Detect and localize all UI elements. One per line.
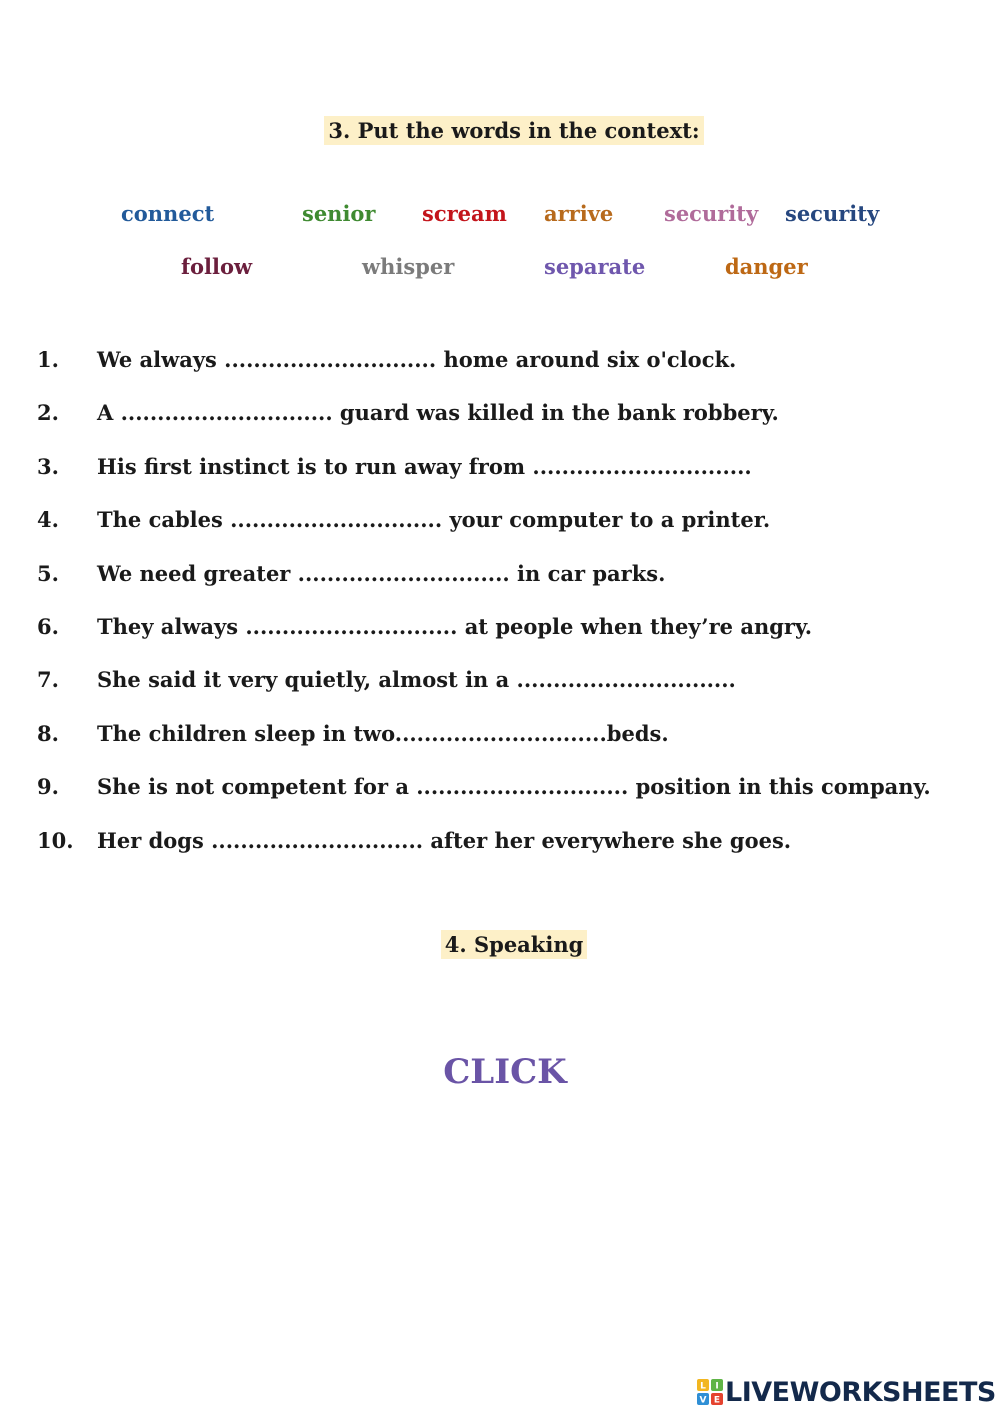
logo-mark-letter: I [715, 1381, 719, 1392]
exercise-item: 4. The cables ............................. your computer to a printer. [37, 507, 771, 532]
word-bank-item: whisper [362, 254, 455, 279]
logo-mark-letter: E [713, 1395, 721, 1405]
word-bank-item: security [664, 201, 759, 226]
exercise-item: 5. We need greater ............................. in car parks. [37, 561, 666, 586]
liveworksheets-logo [697, 1377, 996, 1407]
logo-mark-icon [697, 1379, 723, 1405]
word-bank-item: connect [121, 201, 215, 226]
word-bank-item: danger [725, 254, 808, 279]
logo-text: LIVEWORKSHEETS [725, 1376, 996, 1408]
exercise-item: 10. Her dogs ............................. after her everywhere she goes. [37, 828, 792, 853]
word-bank-item: scream [422, 201, 507, 226]
word-bank-item: separate [544, 254, 646, 279]
logo-mark-letter: L [700, 1381, 706, 1392]
word-bank-item: senior [302, 201, 376, 226]
exercise-item: 2. A ............................. guard was killed in the bank robbery. [37, 400, 779, 425]
exercise-item: 9. She is not competent for a ............................. position in this company. [37, 774, 931, 799]
word-bank-item: arrive [544, 201, 614, 226]
click-link[interactable]: CLICK [443, 1052, 567, 1092]
exercise-item: 3. His first instinct is to run away from .............................. [37, 454, 752, 479]
exercise-item: 8. The children sleep in two.............................beds. [37, 721, 669, 746]
exercise-item: 7. She said it very quietly, almost in a .............................. [37, 667, 736, 692]
logo-mark-letter: V [699, 1395, 707, 1405]
word-bank-item: follow [181, 254, 253, 279]
word-bank-item: security [785, 201, 880, 226]
exercise-item: 6. They always ............................. at people when they’re angry. [37, 614, 813, 639]
section-4-title: 4. Speaking [0, 932, 1000, 957]
section-3-title: 3. Put the words in the context: [0, 118, 1000, 143]
exercise-item: 1. We always ............................. home around six o'clock. [37, 347, 737, 372]
